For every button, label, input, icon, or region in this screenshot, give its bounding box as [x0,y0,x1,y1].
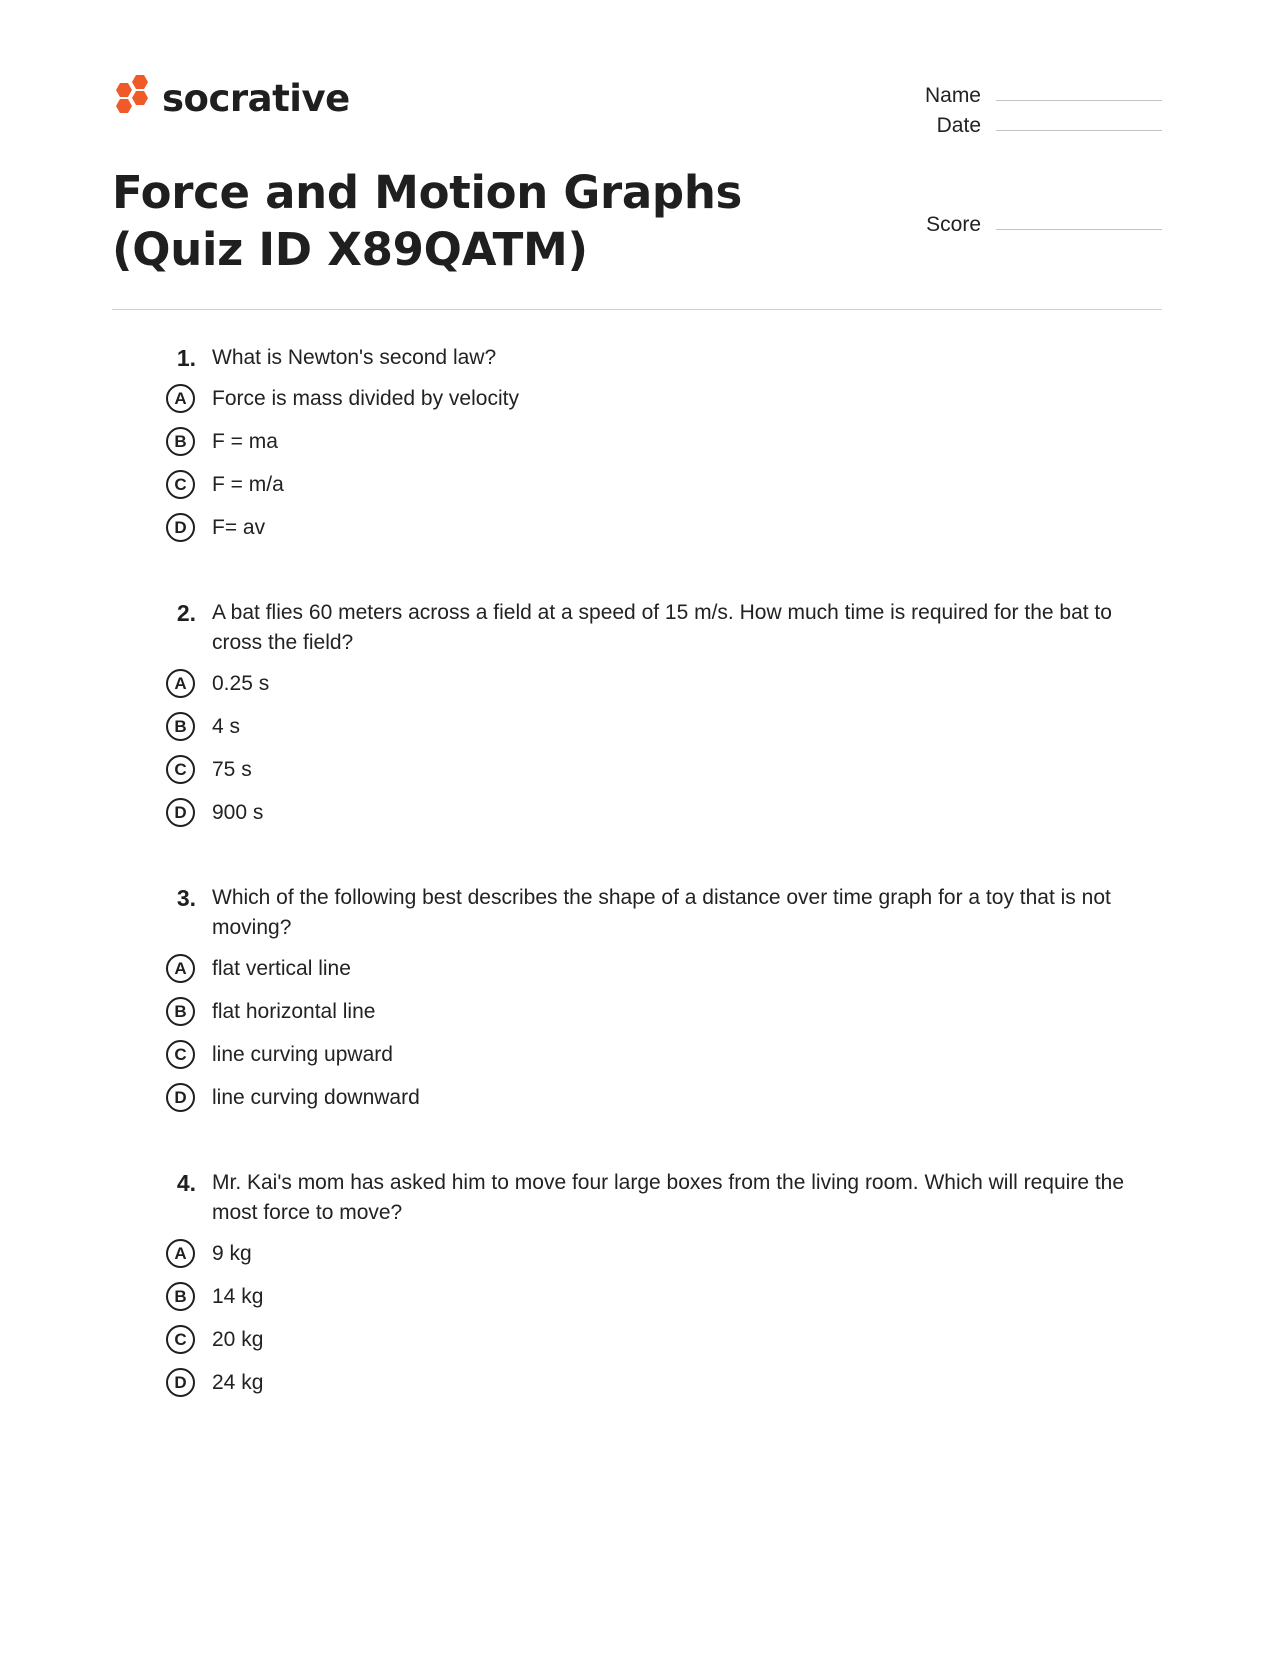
date-line[interactable] [996,129,1162,131]
option-c[interactable] [0,748,1275,791]
option-text: 75 s [212,757,252,781]
option-letter-circle[interactable]: A [166,1239,195,1268]
option-letter-circle[interactable]: C [166,1040,195,1069]
answer-options [0,1232,1275,1404]
option-letter-circle[interactable]: C [166,470,195,499]
question-1 [0,343,1275,549]
option-b[interactable] [0,705,1275,748]
answer-options [0,377,1275,549]
option-c[interactable] [0,1033,1275,1076]
question-number: 1. [176,345,196,371]
option-d[interactable] [0,506,1275,549]
option-letter-circle[interactable]: B [166,427,195,456]
option-d[interactable] [0,1076,1275,1119]
option-letter-circle[interactable]: A [166,384,195,413]
option-c[interactable] [0,463,1275,506]
question-3 [0,883,1275,1119]
question-text: A bat flies 60 meters across a field at a speed of 15 m/s. How much time is required for the bat to cross the field? [212,601,1112,654]
option-a[interactable] [0,662,1275,705]
option-text: F = m/a [212,472,284,496]
brand-name: socrative [162,76,350,120]
question-text: What is Newton's second law? [212,346,497,369]
option-text: Force is mass divided by velocity [212,386,519,410]
option-c[interactable] [0,1318,1275,1361]
date-field[interactable] [902,106,1162,136]
question-number: 4. [176,1170,196,1196]
question-text: Mr. Kai's mom has asked him to move four large boxes from the living room. Which will require the most force to move? [212,1171,1125,1224]
option-a[interactable] [0,1232,1275,1275]
option-text: 4 s [212,714,241,738]
answer-options [0,947,1275,1119]
option-letter-circle[interactable]: B [166,1282,195,1311]
option-letter-circle[interactable]: A [166,954,195,983]
option-a[interactable] [0,947,1275,990]
option-text: 0.25 s [212,671,270,695]
option-text: line curving upward [212,1042,393,1066]
option-d[interactable] [0,1361,1275,1404]
option-letter-circle[interactable]: D [166,798,195,827]
option-letter-circle[interactable]: D [166,513,195,542]
option-text: 24 kg [212,1370,264,1394]
option-letter-circle[interactable]: B [166,712,195,741]
option-letter-circle[interactable]: D [166,1083,195,1112]
name-field[interactable] [902,76,1162,106]
option-text: flat horizontal line [212,999,376,1023]
option-text: 14 kg [212,1284,264,1308]
student-fields [902,76,1162,136]
score-label: Score [926,213,981,236]
option-b[interactable] [0,990,1275,1033]
option-letter-circle[interactable]: C [166,1325,195,1354]
question-number: 3. [176,885,196,911]
option-text: F= av [212,515,266,539]
option-letter-circle[interactable]: D [166,1368,195,1397]
option-letter-circle[interactable]: B [166,997,195,1026]
option-b[interactable] [0,1275,1275,1318]
option-text: line curving downward [212,1085,420,1109]
option-letter-circle[interactable]: A [166,669,195,698]
name-line[interactable] [996,99,1162,101]
option-text: 9 kg [212,1241,252,1265]
question-number: 2. [176,600,196,626]
option-text: flat vertical line [212,956,351,980]
question-4 [0,1168,1275,1404]
option-b[interactable] [0,420,1275,463]
page-title: Force and Motion Graphs (Quiz ID X89QATM) [112,166,743,276]
answer-options [0,662,1275,834]
score-line[interactable] [996,228,1162,230]
question-text: Which of the following best describes the shape of a distance over time graph for a toy that is not moving? [212,886,1111,939]
header-divider [112,309,1162,310]
brand-logo [112,72,350,124]
score-field[interactable] [902,205,1162,235]
question-2 [0,598,1275,834]
option-a[interactable] [0,377,1275,420]
name-label: Name [924,84,981,107]
option-letter-circle[interactable]: C [166,755,195,784]
date-label: Date [936,114,981,137]
option-text: F = ma [212,429,278,453]
hexagon-cluster-icon [112,73,150,123]
option-d[interactable] [0,791,1275,834]
option-text: 900 s [212,800,264,824]
option-text: 20 kg [212,1327,264,1351]
